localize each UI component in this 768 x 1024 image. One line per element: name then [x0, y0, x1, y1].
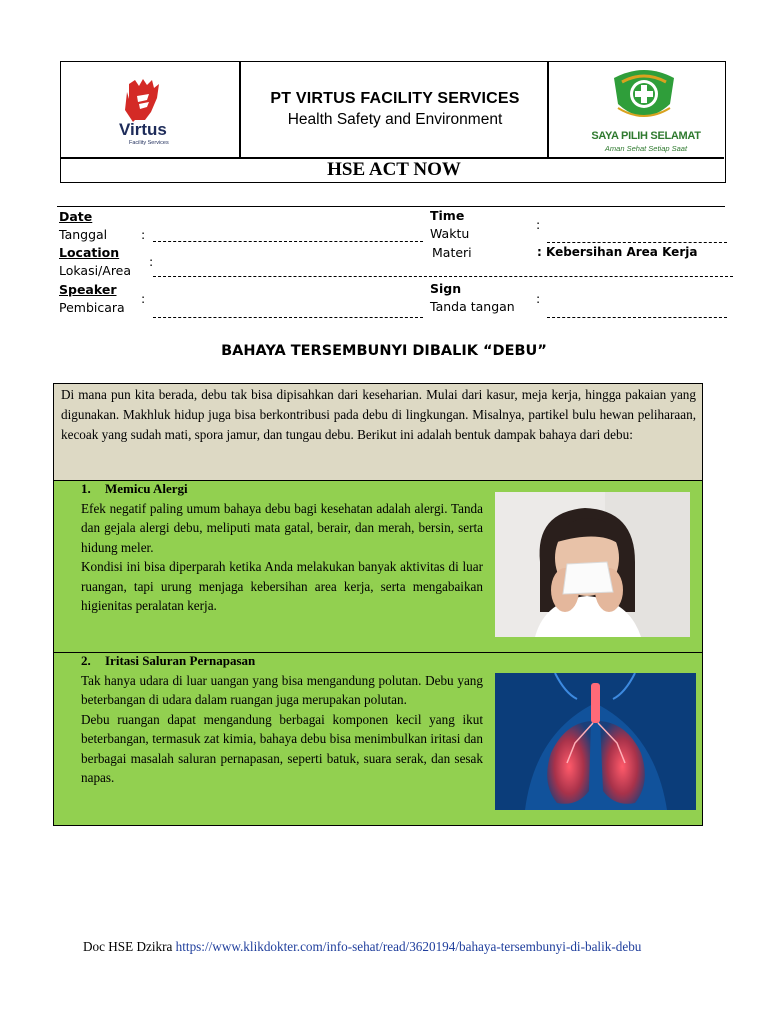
speaker-label: Speaker — [59, 282, 117, 297]
item-heading — [81, 653, 255, 669]
lungs-image — [495, 673, 696, 810]
sign-sub-label: Tanda tangan — [430, 299, 515, 314]
document-title: BAHAYA TERSEMBUNYI DIBALIK “DEBU” — [221, 343, 547, 359]
item-body — [81, 671, 483, 787]
sneezing-woman-photo — [495, 492, 690, 637]
safety-logo-tagline: Aman Sehat Setiap Saat — [604, 144, 688, 153]
item-paragraph: Tak hanya udara di luar uangan yang bisa mengandung polutan. Debu yang beterbangan di udara dalam ruangan juga merupakan polutan. — [81, 673, 483, 708]
materi-label: Materi — [432, 245, 472, 260]
intro-paragraph: Di mana pun kita berada, debu tak bisa dipisahkan dari keseharian. Mulai dari kasur, meja kerja, hingga pakaian yang digunakan. Makhluk hidup juga bisa berkontribusi pada debu di lingkungan. Misalnya, partikel bulu hewan peliharaan, kecoak yang sudah mati, spora jamur, dan tungau debu. Berikut ini adalah bentuk dampak bahaya dari debu: — [61, 387, 696, 442]
item-body — [81, 499, 483, 615]
location-sub-label: Lokasi/Area — [59, 263, 132, 278]
sign-field[interactable] — [547, 317, 727, 318]
speaker-field[interactable] — [153, 317, 423, 318]
time-colon: : — [536, 217, 541, 232]
header-divider-right — [547, 62, 549, 157]
virtus-logo-name: Virtus — [119, 120, 167, 139]
footer-prefix: Doc HSE Dzikra — [83, 939, 176, 954]
virtus-logo — [91, 76, 211, 154]
sneezing-woman-image — [495, 492, 690, 637]
item-number: 2. — [81, 653, 91, 668]
item-title: Memicu Alergi — [105, 481, 188, 496]
content-table — [53, 383, 703, 826]
location-field[interactable] — [153, 276, 733, 277]
item-paragraph: Kondisi ini bisa diperparah ketika Anda melakukan banyak aktivitas di luar ruangan, tapi urung menjaga kebersihan area kerja, serta mengabaikan higienitas peralatan kerja. — [81, 559, 483, 614]
date-sub-label: Tanggal — [59, 227, 108, 242]
speaker-colon: : — [141, 291, 146, 306]
location-label: Location — [59, 245, 120, 260]
lungs-illustration — [495, 673, 696, 810]
source-link[interactable]: https://www.klikdokter.com/info-sehat/read/3620194/bahaya-tersembunyi-di-balik-debu — [175, 939, 642, 954]
footer-source — [83, 937, 683, 956]
item-row-allergy — [54, 481, 702, 653]
info-top-rule — [57, 206, 725, 207]
location-colon: : — [149, 254, 154, 269]
date-field[interactable] — [153, 241, 423, 242]
time-sub-label: Waktu — [430, 226, 470, 241]
time-field[interactable] — [547, 242, 727, 243]
safety-logo-slogan: SAYA PILIH SELAMAT — [591, 130, 701, 142]
intro-row — [54, 384, 702, 481]
item-title: Iritasi Saluran Pernapasan — [105, 653, 256, 668]
item-heading — [81, 481, 188, 497]
item-paragraph: Efek negatif paling umum bahaya debu bagi kesehatan adalah alergi. Tanda dan gejala alergi debu, meliputi mata gatal, berair, dan merah, bersin, serta hidung meler. — [81, 501, 483, 555]
saya-pilih-selamat-logo — [588, 64, 700, 156]
speaker-sub-label: Pembicara — [59, 300, 125, 315]
materi-value: : Kebersihan Area Kerja — [537, 245, 698, 259]
company-name: PT VIRTUS FACILITY SERVICES — [270, 90, 520, 107]
time-label: Time — [430, 208, 465, 223]
item-row-respiratory — [54, 653, 702, 825]
virtus-logo-tagline: Facility Services — [129, 140, 169, 146]
header-box — [60, 61, 726, 183]
sign-label: Sign — [430, 281, 462, 296]
form-title: HSE ACT NOW — [327, 159, 461, 180]
sign-colon: : — [536, 291, 541, 306]
item-paragraph: Debu ruangan dapat mengandung berbagai komponen kecil yang ikut beterbangan, termasuk zat kimia, bahaya debu bisa menimbulkan iritasi dan berbagai masalah saluran pernapasan, seperti batuk, suara serak, dan sesak napas. — [81, 711, 483, 786]
date-colon: : — [141, 227, 146, 242]
safety-cross-shield-icon — [588, 64, 700, 130]
header-divider-left — [239, 62, 241, 157]
item-number: 1. — [81, 481, 91, 496]
department-name: Health Safety and Environment — [287, 111, 503, 128]
date-label: Date — [59, 209, 93, 224]
